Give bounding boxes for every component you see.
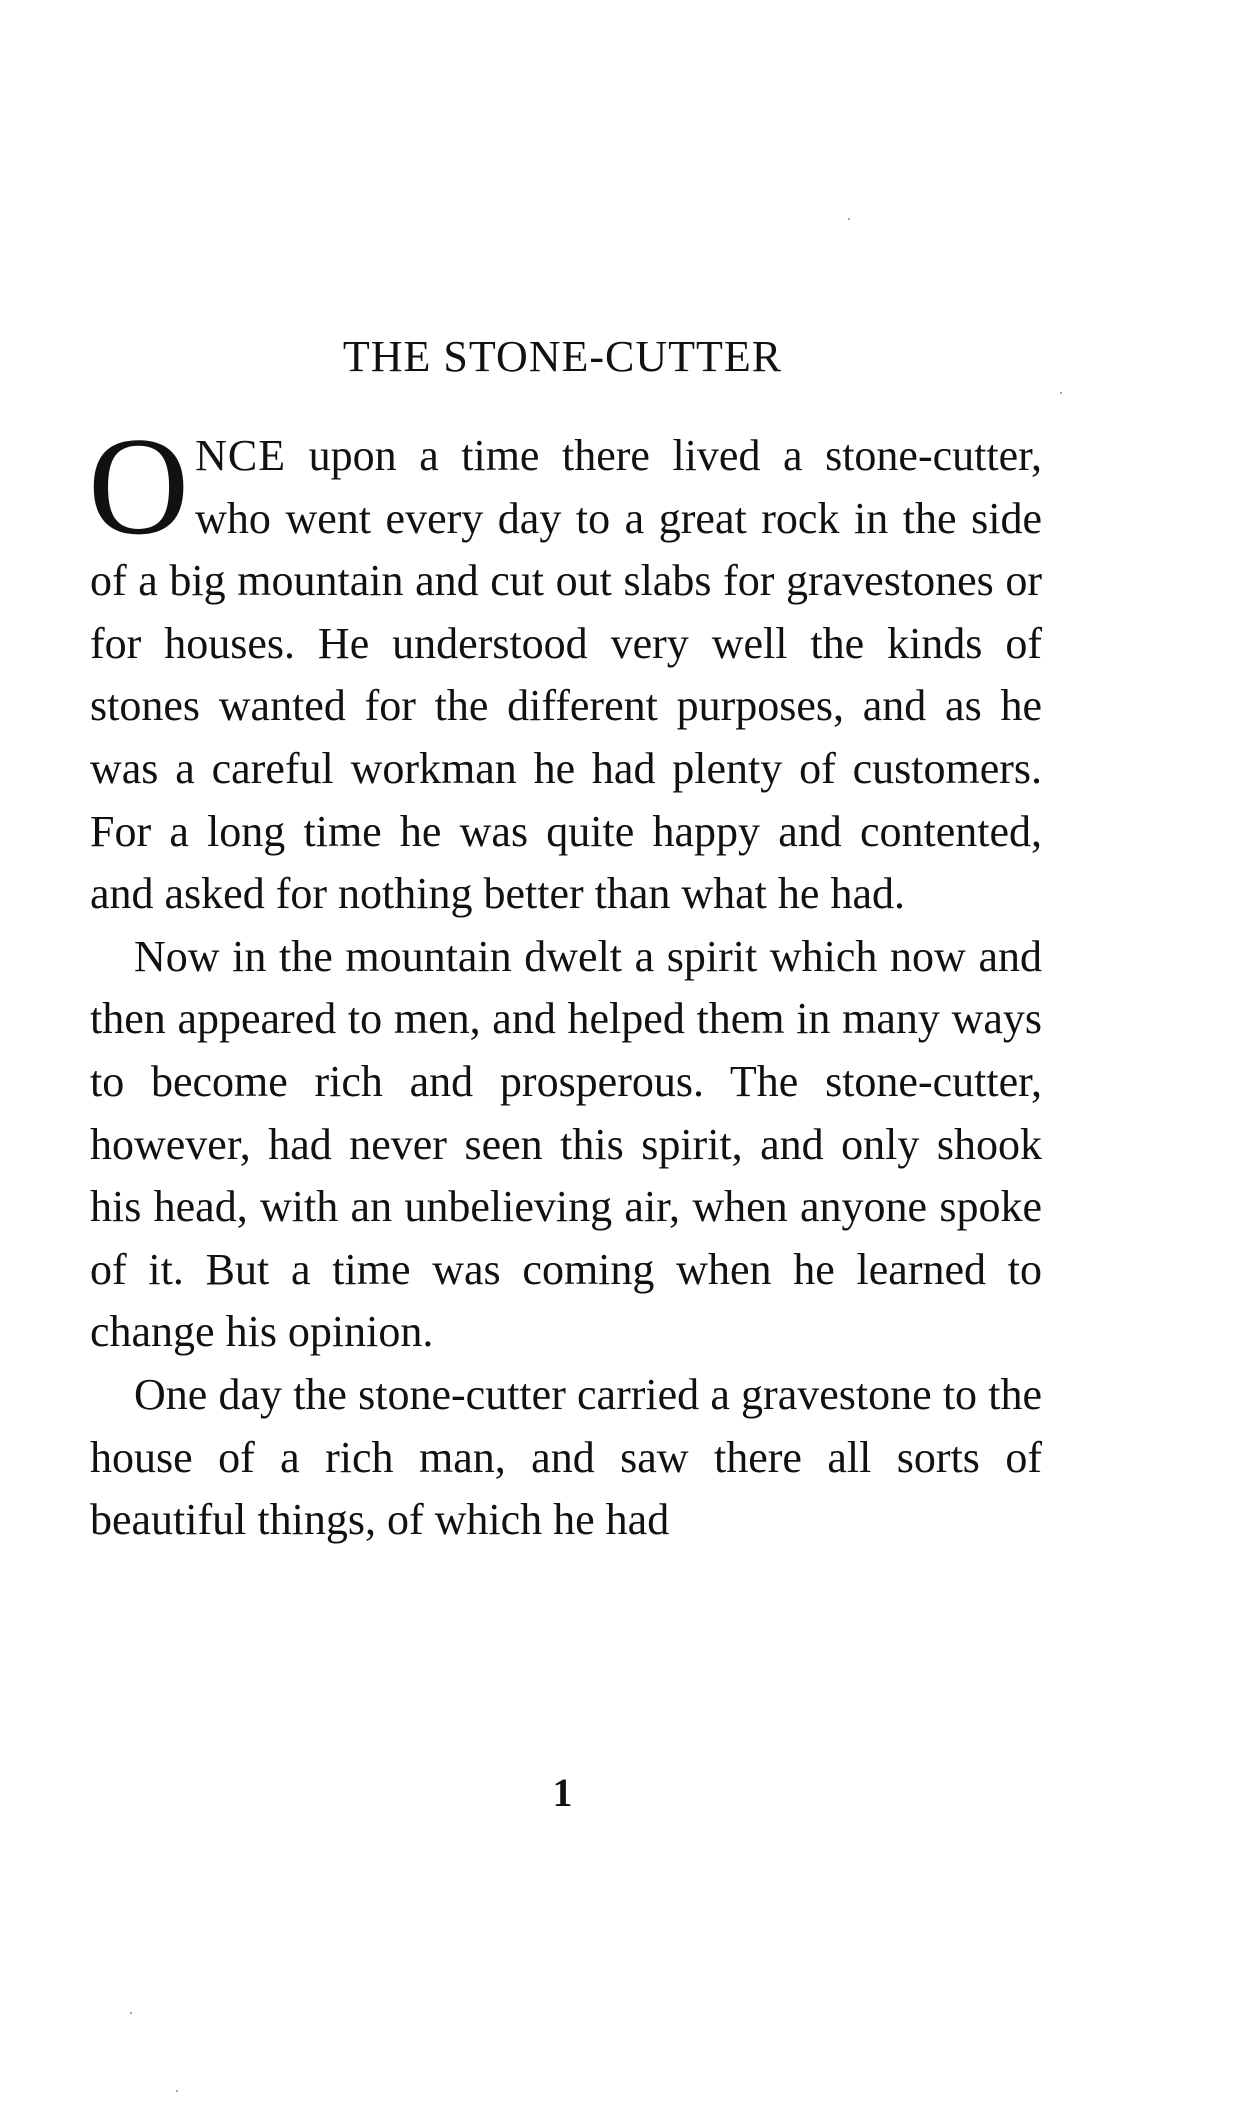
paper-speck [1060,392,1062,394]
chapter-title: THE STONE-CUTTER [342,332,783,381]
paragraph-3: One day the stone-cutter carried a gravestone to the house of a rich man, and saw there all sorts of beautiful things, of which he had [90,1369,1042,1545]
paper-speck [130,2012,132,2014]
paragraph-1 [88,409,1042,926]
paper-speck [176,2090,178,2092]
drop-cap: O [88,409,190,564]
first-word-rest: NCE [195,431,287,480]
page-number: 1 [552,1770,573,1815]
paragraph-2: Now in the mountain dwelt a spirit which now and then appeared to men, and helped them in many ways to become rich and prosperous. The stone-cutter, however, had never seen this spirit, and only shook his head, with an unbelieving air, when anyone spoke of it. But a time was coming when he learned to change his opinion. [90,931,1042,1357]
paper-speck [848,218,850,220]
body-text [88,409,1042,1552]
paragraph-1-text: upon a time there lived a stone-cutter, who went every day to a great rock in the side of a big mountain and cut out slabs for gravestones or for houses. He understood very well the kinds of stones wanted for the different purposes, and as he was a careful workman he had plenty of customers. For a long time he was quite happy and contented, and asked for nothing better than what he had. [90,431,1042,919]
